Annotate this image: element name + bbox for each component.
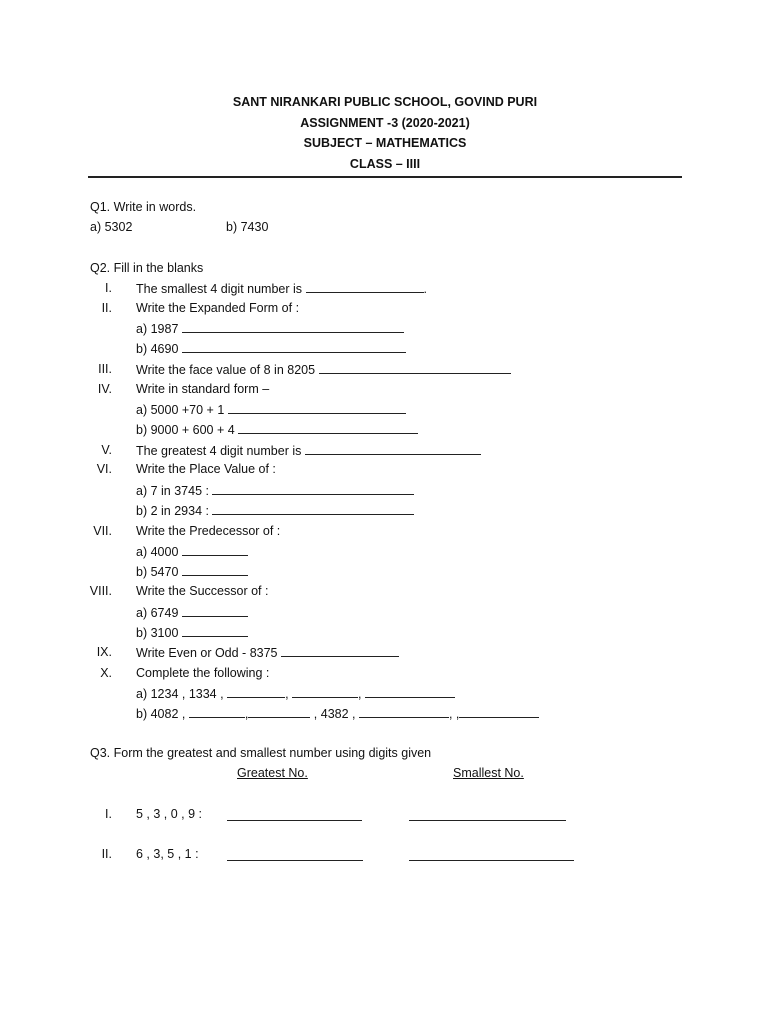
q2-subitem: a) 4000	[136, 544, 248, 559]
q2-item-text: Complete the following :	[136, 666, 270, 680]
q2-item-text: Write the Place Value of :	[136, 462, 276, 476]
q2-item-text: Write in standard form –	[136, 382, 270, 396]
q2-subitem: a) 6749	[136, 605, 248, 620]
sequence-b: b) 4082 , , , 4382 , , ,	[136, 706, 539, 721]
q1-part-b: b) 7430	[226, 220, 269, 234]
q2-subitem: a) 7 in 3745 :	[136, 483, 414, 498]
q2-item-num: V.	[101, 443, 112, 457]
answer-blank[interactable]	[305, 443, 481, 455]
answer-blank[interactable]	[359, 706, 449, 718]
q2-item-num: X.	[100, 666, 112, 680]
q2-item-num: II.	[101, 301, 112, 315]
q2-item-num: IV.	[97, 382, 112, 396]
answer-blank[interactable]	[189, 706, 245, 718]
answer-blank[interactable]	[212, 483, 414, 495]
answer-blank[interactable]	[238, 422, 418, 434]
answer-blank[interactable]	[182, 605, 248, 617]
q2-item-text: Write Even or Odd - 8375	[136, 645, 399, 660]
q2-item-text: Write the Predecessor of :	[136, 524, 281, 538]
answer-blank[interactable]	[182, 544, 248, 556]
answer-blank[interactable]	[306, 281, 424, 293]
answer-blank[interactable]	[292, 686, 358, 698]
q2-subitem: b) 4690	[136, 341, 406, 356]
q2-item-text: The greatest 4 digit number is	[136, 443, 481, 458]
q2-item-text: Write the face value of 8 in 8205	[136, 362, 511, 377]
answer-blank[interactable]	[365, 686, 455, 698]
q2-item-num: VIII.	[89, 584, 112, 598]
q2-subitem: a) 5000 +70 + 1	[136, 402, 406, 417]
answer-blank[interactable]	[182, 341, 406, 353]
q3-digits: 6 , 3, 5 , 1 :	[136, 847, 199, 861]
q2-item-text: The smallest 4 digit number is .	[136, 282, 428, 296]
header-divider	[88, 176, 682, 178]
smallest-heading: Smallest No.	[453, 766, 524, 780]
answer-blank[interactable]	[281, 645, 399, 657]
q2-subitem: b) 9000 + 600 + 4	[136, 422, 418, 437]
q2-item-num: IX.	[96, 645, 112, 659]
class-title: CLASS – IIII	[349, 157, 421, 171]
q2-item-num: III.	[98, 362, 112, 376]
q2-item-text: Write the Expanded Form of :	[136, 301, 300, 315]
answer-blank[interactable]	[228, 402, 406, 414]
q2-subitem: b) 3100	[136, 625, 248, 640]
q2-subitem: b) 2 in 2934 :	[136, 503, 414, 518]
answer-blank[interactable]	[319, 362, 511, 374]
q2-subitem: b) 5470	[136, 564, 248, 579]
q1-title: Q1. Write in words.	[90, 200, 197, 214]
q3-digits: 5 , 3 , 0 , 9 :	[136, 807, 203, 821]
greatest-heading: Greatest No.	[237, 766, 308, 780]
assignment-title: ASSIGNMENT -3 (2020-2021)	[300, 116, 470, 130]
answer-blank[interactable]	[182, 625, 248, 637]
q2-item-text: Write the Successor of :	[136, 584, 269, 598]
q3-row-num: II.	[101, 847, 112, 861]
school-name: SANT NIRANKARI PUBLIC SCHOOL, GOVIND PURI	[232, 95, 538, 109]
q1-part-a: a) 5302	[90, 220, 133, 234]
answer-blank[interactable]	[182, 321, 404, 333]
greatest-answer-blank[interactable]	[227, 809, 362, 821]
answer-blank[interactable]	[227, 686, 285, 698]
sequence-a: a) 1234 , 1334 , , ,	[136, 686, 455, 701]
q2-title: Q2. Fill in the blanks	[90, 261, 204, 275]
answer-blank[interactable]	[182, 564, 248, 576]
answer-blank[interactable]	[459, 706, 539, 718]
q2-item-num: I.	[105, 281, 112, 295]
q2-item-num: VI.	[96, 462, 112, 476]
q3-row-num: I.	[105, 807, 112, 821]
q2-subitem: a) 1987	[136, 321, 404, 336]
smallest-answer-blank[interactable]	[409, 849, 574, 861]
answer-blank[interactable]	[212, 503, 414, 515]
smallest-answer-blank[interactable]	[409, 809, 566, 821]
answer-blank[interactable]	[248, 706, 310, 718]
subject-title: SUBJECT – MATHEMATICS	[303, 136, 467, 150]
q3-title: Q3. Form the greatest and smallest number using digits given	[90, 746, 432, 760]
greatest-answer-blank[interactable]	[227, 849, 363, 861]
q2-item-num: VII.	[93, 524, 112, 538]
